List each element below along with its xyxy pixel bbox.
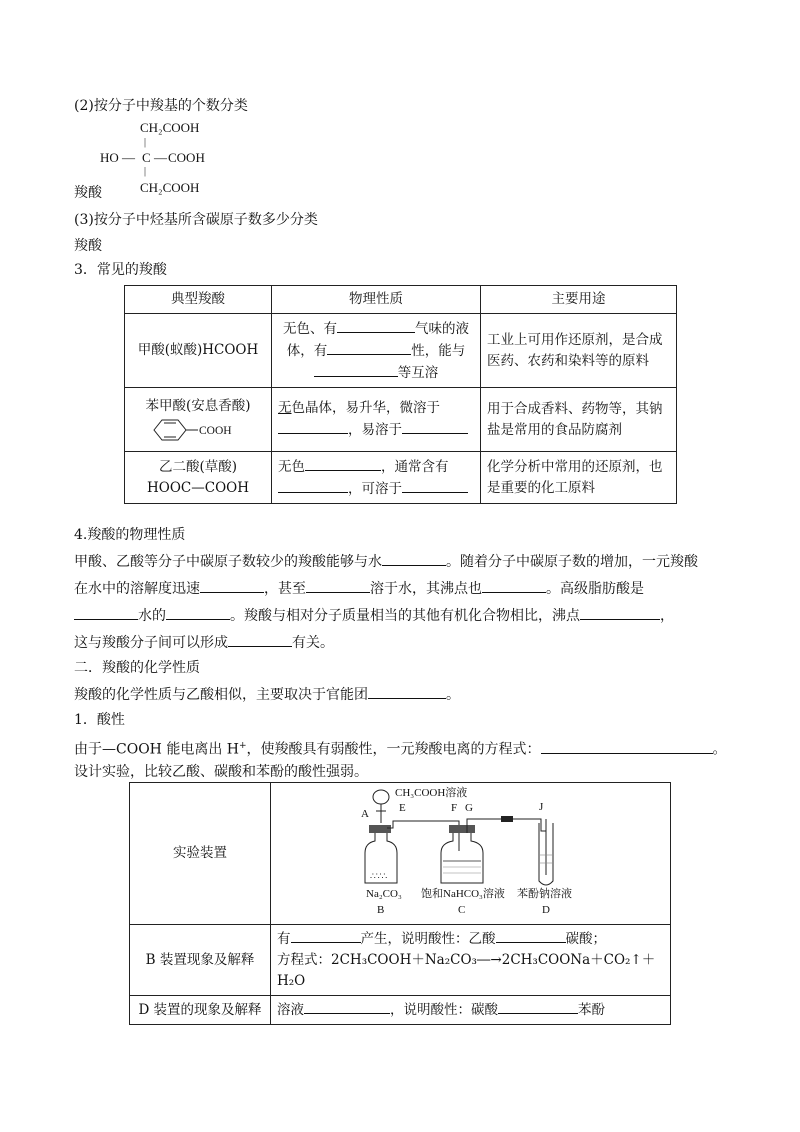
b-label: B 装置现象及解释: [130, 925, 271, 996]
struct-top: CH₂COOH: [140, 120, 200, 135]
label-e: E: [399, 802, 406, 814]
label-d: D: [542, 904, 550, 916]
struct-bottom: CH₂COOH: [140, 180, 200, 195]
apparatus-label: 实验装置: [130, 783, 271, 925]
label-g: G: [465, 802, 473, 814]
table-row: 苯甲酸(安息香酸) COOH 无色晶体，易升华，微溶于 ，易溶于 用于合成香料、药物等，其钠盐是常用的食品防腐剂: [125, 388, 677, 452]
header-physical: 物理性质: [272, 286, 481, 314]
oxalic-acid-formula: HOOC—COOH: [147, 479, 249, 496]
label-b: B: [377, 904, 385, 916]
table-row: D 装置的现象及解释 溶液 ，说明酸性：碳酸 苯酚: [130, 996, 671, 1025]
label-a: A: [361, 808, 369, 820]
common-acids-table: [124, 285, 677, 504]
label-c: C: [458, 904, 466, 916]
ring-substituent: COOH: [199, 425, 232, 437]
struct-c: C: [142, 150, 151, 165]
oxalic-acid-use: 化学分析中常用的还原剂，也是重要的化工原料: [481, 452, 677, 504]
chem-props-heading: 二．羧酸的化学性质: [74, 660, 200, 676]
para4-line4: 这与羧酸分子间可以形成 有关。: [74, 632, 334, 653]
table-row: 乙二酸(草酸) HOOC—COOH 无色 ，通常含有 ，可溶于 化学分析中常用的还原剂，也是重要的化工原料: [125, 452, 677, 504]
common-acids-heading: 3．常见的羧酸: [74, 262, 167, 278]
para4-line1: 甲酸、乙酸等分子中碳原子数较少的羧酸能够与水 。随着分子中碳原子数的增加，一元羧酸: [74, 551, 698, 572]
oxalic-acid-name: 乙二酸(草酸): [158, 458, 238, 475]
acidity-line: 由于—COOH 能电离出 H+，使羧酸具有弱酸性，一元羧酸电离的方程式： 。: [74, 736, 727, 760]
benzoic-acid-name: 苯甲酸(安息香酸): [145, 398, 251, 414]
physical-props-heading: 4.羧酸的物理性质: [74, 527, 186, 543]
benzene-ring-icon: [131, 417, 265, 443]
header-acid: 典型羧酸: [125, 286, 272, 314]
formic-acid-use: 工业上可用作还原剂，是合成医药、农药和染料等的原料: [481, 314, 677, 388]
acidity-heading: 1．酸性: [74, 712, 125, 728]
formic-acid-name: 甲酸(蚁酸)HCOOH: [125, 314, 272, 388]
nahco3-label: 饱和NaHCO₃溶液: [421, 888, 505, 900]
acid-label-1: 羧酸: [74, 185, 102, 201]
para4-line3: 水的 。羧酸与相对分子质量相当的其他有机化合物相比，沸点 ，: [74, 605, 674, 626]
struct-cooh: COOH: [168, 150, 205, 165]
header-use: 主要用途: [481, 286, 677, 314]
na2co3-label: Na₂CO₃: [366, 888, 402, 900]
benzoic-acid-use: 用于合成香料、药物等，其钠盐是常用的食品防腐剂: [481, 388, 677, 452]
svg-text:∴∵∴: ∴∵∴: [370, 872, 388, 882]
apparatus-diagram: [271, 783, 669, 917]
label-f: F: [451, 802, 458, 814]
section-3-heading: (3)按分子中烃基所含碳原子数多少分类: [74, 212, 318, 228]
reagent-label: CH₃COOH溶液: [395, 787, 468, 799]
section-2-heading: (2)按分子中羧基的个数分类: [74, 98, 248, 114]
para4-line2: 在水中的溶解度迅速 ，甚至 溶于水，其沸点也 。高级脂肪酸是: [74, 578, 644, 599]
experiment-table: [129, 782, 671, 1025]
chem-intro: 羧酸的化学性质与乙酸相似，主要取决于官能团 。: [74, 684, 460, 705]
acid-label-2: 羧酸: [74, 238, 102, 254]
label-j: J: [539, 801, 544, 813]
experiment-design: 设计实验，比较乙酸、碳酸和苯酚的酸性强弱。: [74, 764, 368, 780]
b-equation: 方程式：2CH₃COOH＋Na₂CO₃―→2CH₃COONa＋CO₂↑＋H₂O: [277, 952, 656, 989]
phenolate-label: 苯酚钠溶液: [517, 888, 572, 900]
citric-acid-structure: CH₂COOH HO — C — COOH | | CH₂COOH: [100, 120, 205, 195]
struct-ho: HO: [100, 150, 119, 165]
d-label: D 装置的现象及解释: [130, 996, 271, 1025]
table-row: B 装置现象及解释 有 产生，说明酸性：乙酸 碳酸； 方程式：2CH₃COOH＋Na₂CO₃―→2CH₃COONa＋CO₂↑＋H₂O: [130, 925, 671, 996]
table-row: 甲酸(蚁酸)HCOOH 无色、有 气味的液 体，有 性，能与 等互溶 工业上可用作还原剂，是合成医药、农药和染料等的原料: [125, 314, 677, 388]
